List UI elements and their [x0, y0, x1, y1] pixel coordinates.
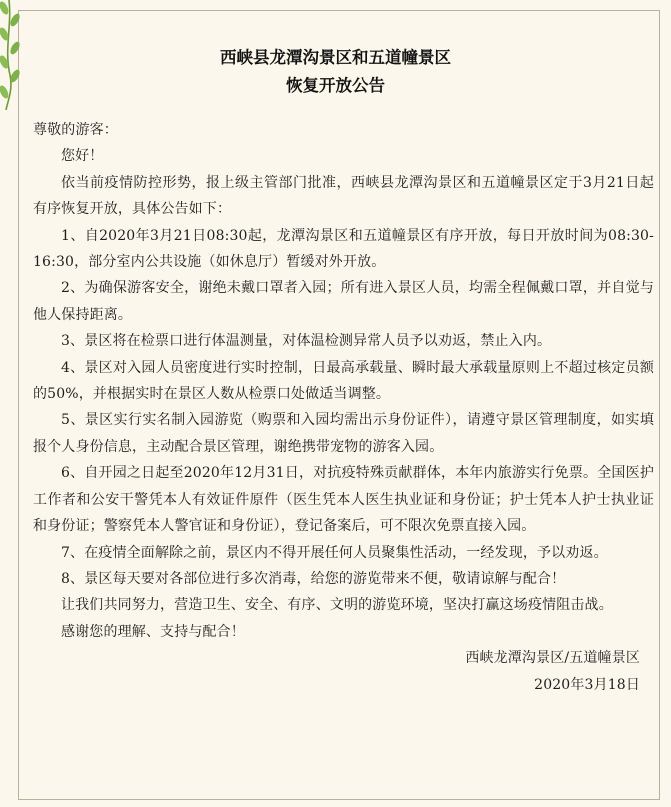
- notice-body: [33, 117, 654, 698]
- notice-title: [0, 44, 671, 100]
- greeting: 您好！: [61, 148, 104, 165]
- notice-item-5: 5、景区实行实名制入园游览（购票和入园均需出示身份证件），请遵守景区管理制度，如实填报个人身份信息，主动配合景区管理，谢绝携带宠物的游客入园。: [33, 412, 654, 455]
- notice-item-3: 3、景区将在检票口进行体温测量，对体温检测异常人员予以劝返，禁止入内。: [61, 333, 552, 350]
- notice-item-7: 7、在疫情全面解除之前，景区内不得开展任何人员聚集性活动，一经发现，予以劝返。: [61, 544, 608, 561]
- closing-paragraph: 让我们共同努力，营造卫生、安全、有序、文明的游览环境，坚决打赢这场疫情阻击战。: [61, 597, 613, 614]
- intro-paragraph: 依当前疫情防控形势，报上级主管部门批准，西峡县龙潭沟景区和五道幢景区定于3月21日起有序恢复开放，具体公告如下：: [33, 174, 654, 218]
- notice-item-2: 2、为确保游客安全，谢绝未戴口罩者入园；所有进入景区人员，均需全程佩戴口罩，并自觉与他人保持距离。: [33, 280, 654, 323]
- title-line-2: 恢复开放公告: [286, 76, 385, 95]
- notice-item-1: 1、自2020年3月21日08:30起，龙潭沟景区和五道幢景区有序开放，每日开放时间为08:30-16:30，部分室内公共设施（如休息厅）暂缓对外开放。: [33, 227, 654, 271]
- notice-item-4: 4、景区对入园人员密度进行实时控制，日最高承载量、瞬时最大承载量原则上不超过核定员额的50%，并根据实时在景区人数从检票口处做适当调整。: [33, 359, 654, 403]
- notice-item-8: 8、景区每天要对各部位进行多次消毒，给您的游览带来不便，敬请谅解与配合！: [61, 570, 566, 587]
- salutation: 尊敬的游客：: [33, 122, 118, 138]
- title-line-1: 西峡县龙潭沟景区和五道幢景区: [220, 48, 451, 67]
- notice-item-6: 6、自开园之日起至2020年12月31日，对抗疫特殊贡献群体，本年内旅游实行免票。全国医护工作者和公安干警凭本人有效证件原件（医生凭本人医生执业证和身份证；护士凭本人护士执业证和身份证；警察凭本人警官证和身份证），登记备案后，可不限次免票直接入园。: [33, 465, 654, 535]
- notice-date: 2020年3月18日: [534, 676, 640, 693]
- signature: 西峡龙潭沟景区/五道幢景区: [465, 650, 640, 667]
- thanks-line: 感谢您的理解、支持与配合！: [61, 623, 245, 640]
